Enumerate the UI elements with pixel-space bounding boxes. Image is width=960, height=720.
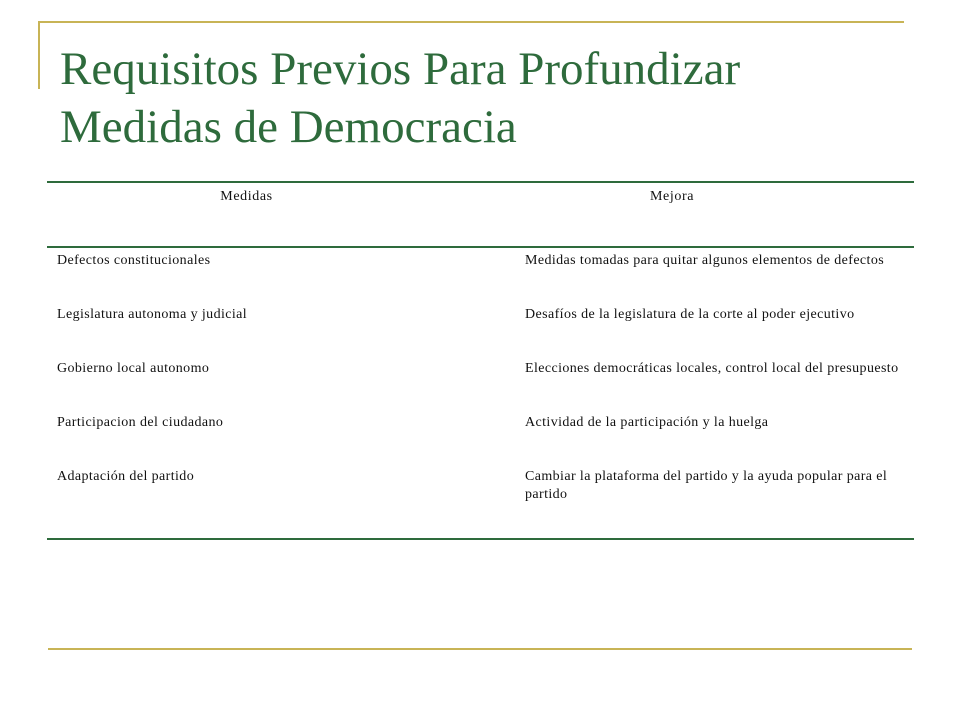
slide-frame-bottom-line <box>48 648 912 650</box>
table-header-row <box>47 182 914 247</box>
medida-cell: Adaptación del partido <box>57 469 195 484</box>
column-header-medidas: Medidas <box>220 189 273 204</box>
medida-cell: Gobierno local autonomo <box>57 361 210 376</box>
mejora-cell: Medidas tomadas para quitar algunos elementos de defectos <box>525 253 885 268</box>
table-header <box>47 182 914 247</box>
democracy-measures-table <box>47 181 914 540</box>
medida-cell: Defectos constitucionales <box>57 253 211 268</box>
mejora-cell: Desafíos de la legislatura de la corte al poder ejecutivo <box>525 307 855 322</box>
democracy-measures-table-container <box>47 181 914 540</box>
mejora-cell: Actividad de la participación y la huelga <box>525 415 769 430</box>
table-row <box>47 410 914 464</box>
slide-title-line-2: Medidas de Democracia <box>60 101 517 153</box>
mejora-cell: Cambiar la plataforma del partido y la ayuda popular para el partido <box>525 469 888 502</box>
table-row <box>47 247 914 302</box>
slide-frame-top-line <box>38 21 904 23</box>
table-body <box>47 247 914 539</box>
table-row <box>47 302 914 356</box>
table-row <box>47 356 914 410</box>
mejora-cell: Elecciones democráticas locales, control local del presupuesto <box>525 361 899 376</box>
medida-cell: Legislatura autonoma y judicial <box>57 307 248 322</box>
medida-cell: Participacion del ciudadano <box>57 415 224 430</box>
column-header-mejora: Mejora <box>650 189 695 204</box>
slide-frame-left-line <box>38 21 40 89</box>
slide-title-line-1: Requisitos Previos Para Profundizar <box>60 43 741 95</box>
table-row <box>47 464 914 539</box>
slide-title <box>60 40 920 156</box>
